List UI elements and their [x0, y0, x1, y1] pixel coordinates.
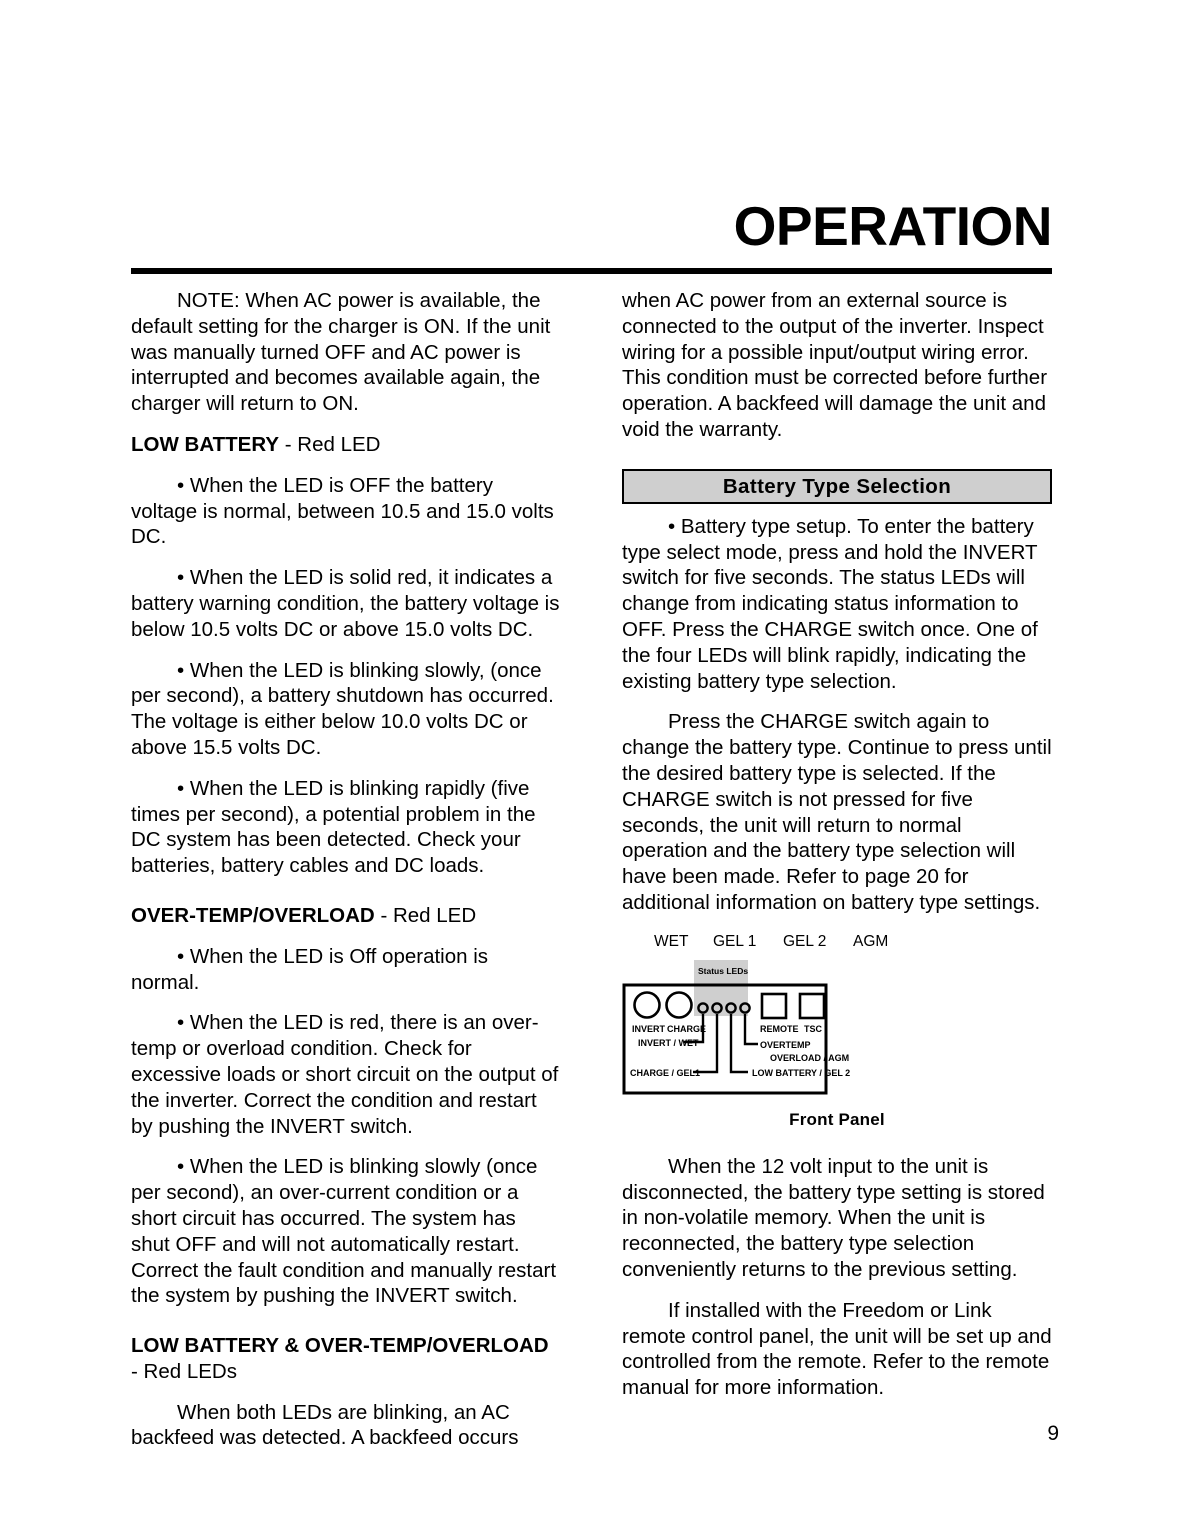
bullet-led-blinking-slowly: • When the LED is blinking slowly, (once per second), a battery shutdown has occurred. The voltage is either below 10.0 volts DC or above 15.5 volts DC.: [131, 658, 554, 759]
callout-overload-agm: OVERLOAD / AGM: [770, 1052, 850, 1063]
bullet-ot-led-red: • When the LED is red, there is an over-temp or overload condition. Check for excessive loads or short circuit on the output of the inverter. Correct the condition and restart by pushing the INVERT switch.: [131, 1011, 559, 1138]
section-bar-label: Battery Type Selection: [722, 474, 952, 498]
callout-low-battery-gel2: LOW BATTERY / GEL 2: [752, 1067, 851, 1078]
bullet-led-off: • When the LED is OFF the battery voltage is normal, between 10.5 and 15.0 volts DC.: [131, 473, 554, 549]
invert-switch-icon[interactable]: [635, 992, 660, 1017]
tsc-connector-icon: [800, 994, 824, 1018]
paragraph-backfeed: When both LEDs are blinking, an AC backfeed was detected. A backfeed occurs: [131, 1400, 519, 1450]
heading-over-temp-overload: [131, 903, 560, 929]
heading-both-bold: LOW BATTERY & OVER-TEMP/OVERLOAD: [131, 1334, 549, 1358]
section-bar-battery-type-selection: [622, 469, 1052, 504]
heading-low-battery-and-over-temp: [131, 1333, 560, 1385]
tsc-connector-label: TSC: [804, 1023, 822, 1034]
heading-over-temp-bold: OVER-TEMP/OVERLOAD: [131, 903, 375, 927]
battery-type-label-gel2: GEL 2: [783, 932, 827, 950]
bullet-led-solid-red: • When the LED is solid red, it indicates a battery warning condition, the battery voltage is below 10.5 volts DC or above 15.0 volts DC.: [131, 566, 560, 641]
note-paragraph: NOTE: When AC power is available, the default setting for the charger is ON. If the unit was manually turned OFF and AC power is interrupted and becomes available again, the charger will return to ON.: [131, 289, 551, 416]
battery-type-label-agm: AGM: [853, 932, 889, 950]
invert-switch-label: INVERT: [632, 1023, 666, 1034]
heading-over-temp-rest: - Red LED: [374, 903, 477, 927]
left-column: [131, 288, 560, 1451]
callout-invert-wet: INVERT / WET: [638, 1037, 699, 1048]
paragraph-12volt: When the 12 volt input to the unit is disconnected, the battery type setting is stored in non-volatile memory. When the unit is reconnected, the battery type selection conveniently returns to the previous setting.: [622, 1154, 1045, 1281]
bullet-led-blinking-rapidly: • When the LED is blinking rapidly (five times per second), a potential problem in the DC system has been detected. Check your batteries, battery cables and DC loads.: [131, 776, 536, 878]
paragraph-backfeed-continued: when AC power from an external source is connected to the output of the inverter. Inspect wiring for a possible input/output wiring error. This condition must be corrected before further operation. A backfeed will damage the unit and void the warranty.: [622, 289, 1048, 441]
remote-connector-icon: [762, 994, 786, 1018]
heading-low-battery: [131, 432, 560, 458]
callout-charge-gel1: CHARGE / GEL1: [630, 1067, 701, 1078]
page-title: OPERATION: [733, 195, 1052, 257]
page-header: [131, 196, 1052, 274]
figure-caption: Front Panel: [789, 1109, 885, 1129]
leader-line-overtemp-overload-agm: [745, 1014, 758, 1044]
battery-type-label-gel1: GEL 1: [713, 932, 757, 950]
right-column: [622, 288, 1052, 1451]
paragraph-remote: If installed with the Freedom or Link remote control panel, the unit will be set up and controlled from the remote. Refer to the remote manual for more information.: [622, 1298, 1052, 1400]
bullet-ot-led-off: • When the LED is Off operation is normal.: [131, 944, 489, 994]
heading-low-battery-bold: LOW BATTERY: [131, 432, 280, 456]
front-panel-diagram: [622, 932, 1052, 1110]
heading-both-rest: - Red LEDs: [131, 1359, 237, 1383]
status-leds-label: Status LEDs: [698, 965, 749, 976]
page-number: 9: [1047, 1422, 1059, 1445]
heading-low-battery-rest: - Red LED: [279, 432, 381, 456]
charge-switch-icon[interactable]: [667, 992, 692, 1017]
front-panel-figure: [622, 932, 1052, 1132]
two-column-body: [131, 288, 1052, 1451]
battery-type-label-wet: WET: [654, 932, 689, 950]
remote-connector-label: REMOTE: [760, 1023, 799, 1034]
callout-overtemp: OVERTEMP: [760, 1039, 811, 1050]
bullet-battery-setup: • Battery type setup. To enter the battery type select mode, press and hold the INVERT switch for five seconds. The status LEDs will change from indicating status information to OFF. Press the CHARGE switch once. One of the four LEDs will blink rapidly, indicating the existing battery type selection.: [622, 514, 1038, 693]
header-divider-rule: [131, 268, 1052, 274]
charge-switch-label: CHARGE: [667, 1023, 707, 1034]
bullet-ot-blinking-slowly: • When the LED is blinking slowly (once per second), an over-current condition or a short circuit has occurred. The system has shut OFF and will not automatically restart. Correct the fault condition and manually restart the system by pushing the INVERT switch.: [131, 1155, 557, 1308]
paragraph-press-charge: Press the CHARGE switch again to change the battery type. Continue to press until the desired battery type is selected. If the CHARGE switch is not pressed for five seconds, the unit will return to normal operation and the battery type selection will have been made. Refer to page 20 for additional information on battery type settings.: [622, 710, 1052, 914]
